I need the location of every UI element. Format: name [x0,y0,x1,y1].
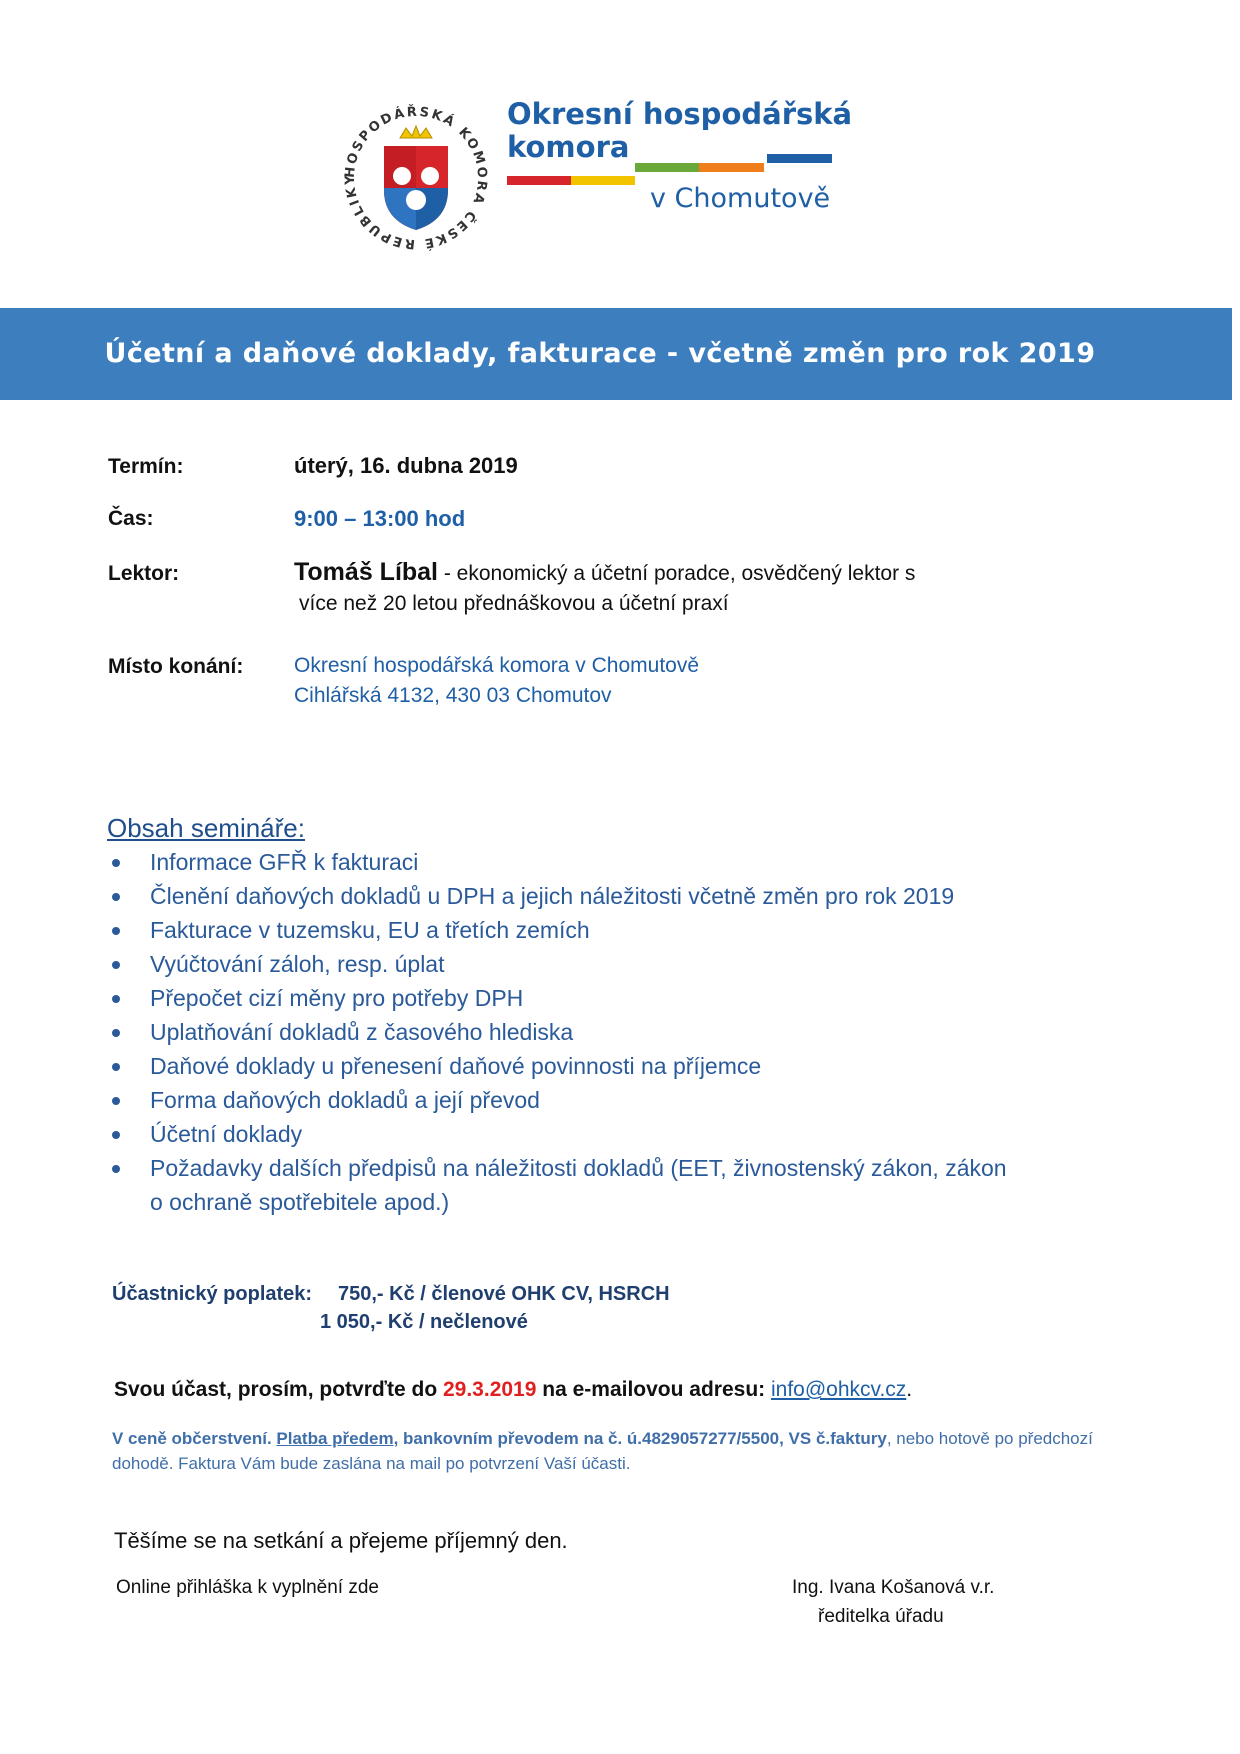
venue-line1: Okresní hospodářská komora v Chomutově [294,654,700,677]
org-name-line2: komora [507,130,630,164]
list-item: Daňové doklady u přenesení daňové povinnosti na příjemce [108,1049,1088,1083]
list-item: Požadavky dalších předpisů na náležitosti dokladů (EET, živnostenský zákon, zákon o ochraně spotřebitele apod.) [108,1151,1088,1219]
online-form-link[interactable]: Online přihláška k vyplnění zde [116,1577,379,1598]
bullet-icon [112,995,120,1003]
payment-note: V ceně občerstvení. Platba předem, bankovním převodem na č. ú.4829057277/5500, VS č.faktury, nebo hotově po předchozí dohodě. Faktura Vám bude zaslána na mail po potvrzení Vaší účasti. [112,1429,1093,1473]
closing-text: Těšíme se na setkání a přejeme příjemný den. [114,1528,568,1553]
list-item: Účetní doklady [108,1117,1088,1151]
seminar-title: Účetní a daňové doklady, fakturace - včetně změn pro rok 2019 [104,338,1096,369]
bullet-icon [112,927,120,935]
chamber-seal-logo [336,98,496,258]
fee-label: Účastnický poplatek: [112,1283,313,1305]
fee-non-members: 1 050,- Kč / nečlenové [320,1311,528,1333]
list-item: Informace GFŘ k fakturaci [108,845,1088,879]
time-label: Čas: [108,507,154,530]
payment-upfront: Platba předem [276,1429,394,1448]
topic-list [108,845,1088,1219]
seal-text: HOSPODÁŘSKÁ KOMORA ČESKÉ REPUBLIKY [342,104,490,252]
list-item: Uplatňování dokladů z časového hlediska [108,1015,1088,1049]
lecturer-label: Lektor: [108,562,180,585]
bullet-icon [112,1131,120,1139]
fee-members: 750,- Kč / členové OHK CV, HSRCH [338,1283,670,1305]
lecturer-line [294,558,915,587]
bullet-icon [112,1165,120,1173]
lecturer-desc-1: - ekonomický a účetní poradce, osvědčený lektor s [438,562,916,585]
list-item: Fakturace v tuzemsku, EU a třetích zemích [108,913,1088,947]
list-item: Vyúčtování záloh, resp. úplat [108,947,1088,981]
bullet-icon [112,1029,120,1037]
bullet-icon [112,961,120,969]
lecturer-desc-2: více než 20 letou přednáškovou a účetní praxí [299,592,729,615]
list-item: Členění daňových dokladů u DPH a jejich náležitosti včetně změn pro rok 2019 [108,879,1088,913]
list-item: Forma daňových dokladů a její převod [108,1083,1088,1117]
bullet-icon [112,1063,120,1071]
bullet-icon [112,1097,120,1105]
deadline-date: 29.3.2019 [442,1378,537,1401]
date-value: úterý, 16. dubna 2019 [294,453,518,478]
date-label: Termín: [108,455,184,478]
lecturer-name: Tomáš Líbal [294,558,439,586]
bullet-icon [112,893,120,901]
content-heading: Obsah semináře: [107,813,305,843]
bullet-icon [112,859,120,867]
time-value: 9:00 – 13:00 hod [294,506,466,531]
confirm-line: Svou účast, prosím, potvrďte do 29.3.2019 na e-mailovou adresu: info@ohkcv.cz. [114,1378,913,1401]
org-name-line1: Okresní hospodářská [507,97,853,131]
signature-title: ředitelka úřadu [818,1606,944,1627]
list-item: Přepočet cizí měny pro potřeby DPH [108,981,1088,1015]
venue-line2: Cihlářská 4132, 430 03 Chomutov [294,684,612,707]
org-location: v Chomutově [650,183,831,214]
email-link[interactable]: info@ohkcv.cz [770,1378,907,1401]
signature-name: Ing. Ivana Košanová v.r. [792,1577,995,1598]
venue-label: Místo konání: [108,655,244,678]
